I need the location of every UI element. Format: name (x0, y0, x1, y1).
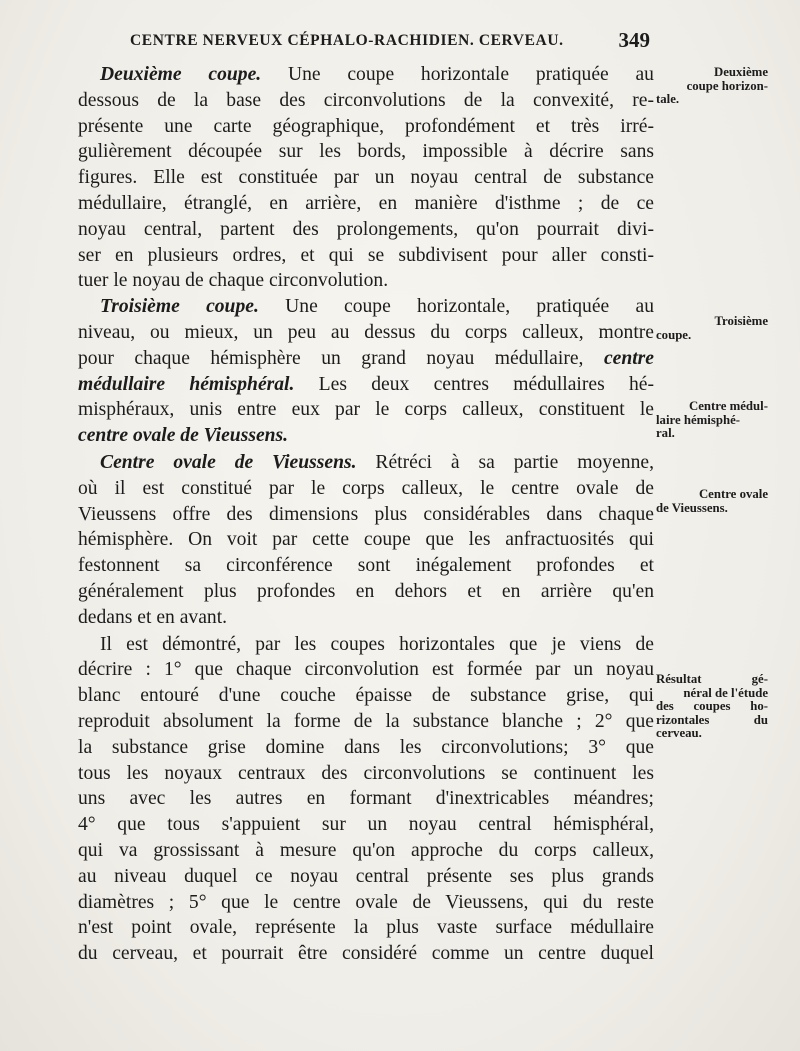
text-line: dedans et en avant. (78, 606, 228, 628)
text-line: Vieussens offre des dimensions plus considérables dans chaque (78, 503, 654, 525)
margin-note-centre-ovale: Centre ovale de Vieussens. (656, 487, 768, 515)
text-line: la substance grise domine dans les circonvolutions; 3° que (78, 736, 654, 758)
text-line: généralement plus profondes en dehors et en arrière qu'en (78, 580, 654, 602)
margin-note-troisieme-coupe: Troisième coupe. (656, 314, 768, 342)
text-line: pour chaque hémisphère un grand noyau médullaire, centre (78, 347, 654, 369)
text-line: présente une carte géographique, profondément et très irré- (78, 115, 654, 137)
text-line: n'est point ovale, représente la plus vaste surface médullaire (78, 917, 654, 939)
text-line: Deuxième coupe. Une coupe horizontale pratiquée au (100, 64, 654, 85)
text-line: ser en plusieurs ordres, et qui se subdivisent pour aller consti- (78, 244, 654, 266)
text-line: noyau central, partent des prolongements, qu'on pourrait divi- (78, 218, 654, 240)
margin-note-deuxieme-coupe: Deuxième coupe horizon- tale. (656, 65, 768, 106)
text-line (78, 423, 654, 449)
italic-term: centre (603, 347, 654, 369)
text-line: dessous de la base des circonvolutions de la convexité, re- (78, 89, 654, 111)
text-line: reproduit absolument la forme de la substance blanche ; 2° que (78, 710, 654, 732)
text-line: décrire : 1° que chaque circonvolution est formée par un noyau (78, 659, 654, 681)
paragraph-lead: Troisième coupe. (100, 296, 259, 318)
text-line: où il est constitué par le corps calleux, le centre ovale de (78, 477, 654, 499)
page-header (80, 28, 650, 54)
text-line: misphéraux, unis entre eux par le corps calleux, constituent le (78, 399, 654, 421)
text-line: gulièrement découpée sur les bords, impossible à décrire sans (78, 141, 654, 163)
text-line: tuer le noyau de chaque circonvolution. (78, 270, 389, 292)
running-title: CENTRE NERVEUX CÉPHALO-RACHIDIEN. CERVEAU. (130, 32, 564, 49)
text-line: du cerveau, et pourrait être considéré comme un centre duquel (78, 943, 654, 965)
text-line: Centre ovale de Vieussens. Rétréci à sa partie moyenne, (100, 451, 654, 473)
text-line: blanc entouré d'une couche épaisse de substance grise, qui (78, 685, 654, 707)
main-text (78, 62, 654, 967)
paragraph-lead: Deuxième coupe. (100, 64, 262, 85)
text-line: qui va grossissant à mesure qu'on approche du corps calleux, (78, 839, 654, 861)
page-number: 349 (618, 28, 650, 52)
italic-term: médullaire hémisphéral. (78, 373, 295, 395)
text-line: Il est démontré, par les coupes horizontales que je viens de (100, 633, 654, 655)
text-line: 4° que tous s'appuient sur un noyau central hémisphéral, (78, 814, 654, 836)
margin-note-centre-medullaire: Centre médul- laire hémisphé- ral. (656, 399, 768, 440)
text-line: hémisphère. On voit par cette coupe que les anfractuosités qui (78, 529, 654, 551)
text-line: festonnent sa circonférence sont inégalement profondes et (78, 555, 654, 577)
text-line: uns avec les autres en formant d'inextricables méandres; (78, 788, 654, 810)
text-line: médullaire hémisphéral. Les deux centres médullaires hé- (78, 373, 654, 395)
text-line: niveau, ou mieux, un peu au dessus du corps calleux, montre (78, 321, 654, 343)
text-line: Troisième coupe. Une coupe horizontale, pratiquée au (100, 296, 654, 318)
text-line: au niveau duquel ce noyau central présente ses plus grands (78, 865, 654, 887)
text-line: médullaire, étranglé, en arrière, en manière d'isthme ; de ce (78, 192, 654, 214)
text-line: figures. Elle est constituée par un noyau central de substance (78, 167, 654, 189)
margin-note-resultat: Résultat gé- néral de l'étude des coupes ho- rizontales du cerveau. (656, 672, 768, 740)
text-line: tous les noyaux centraux des circonvolutions se continuent les (78, 762, 654, 784)
italic-term: centre ovale de Vieussens. (78, 425, 289, 447)
text-line: diamètres ; 5° que le centre ovale de Vieussens, qui du reste (78, 891, 654, 913)
paragraph-lead: Centre ovale de Vieussens. (100, 451, 357, 473)
